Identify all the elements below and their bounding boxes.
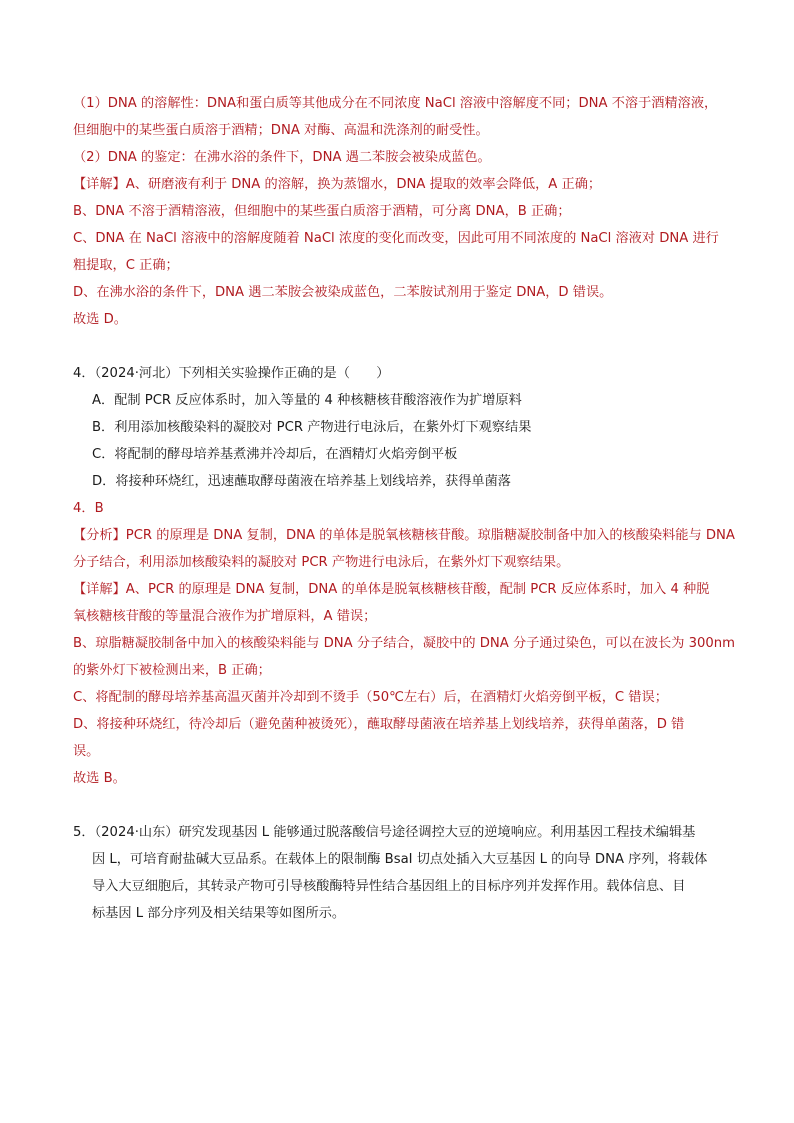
text-segment: B、DNA 不溶于酒精溶液，但细胞中的某些蛋白质溶于酒精，可分离 DNA，B 正确； — [73, 204, 571, 219]
text-segment: C、将配制的酵母培养基高温灭菌并冷却到不烫手（50℃左右）后，在酒精灯火焰旁倒平板，C 错误； — [73, 690, 668, 705]
text-line — [73, 823, 695, 843]
text-segment: 【详解】A、PCR 的原理是 DNA 复制，DNA 的单体是脱氧核糖核苷酸，配制 PCR 反应体系时，加入 4 种脱 — [73, 582, 710, 597]
text-segment: 氧核糖核苷酸的等量混合液作为扩增原料，A 错误； — [73, 609, 377, 624]
text-line — [73, 526, 735, 546]
text-line — [73, 607, 376, 627]
text-segment: D．将接种环烧红，迅速蘸取酵母菌液在培养基上划线培养，获得单菌落 — [92, 474, 511, 489]
text-line — [73, 283, 612, 303]
text-line — [73, 202, 571, 222]
text-line — [73, 148, 491, 168]
text-segment: 故选 B。 — [73, 771, 126, 786]
text-segment: 4．（2024·河北）下列相关实验操作正确的是（ ） — [73, 366, 390, 381]
text-segment: 5．（2024·山东）研究发现基因 L 能够通过脱落酸信号途径调控大豆的逆境响应。利用基因工程技术编辑基 — [73, 825, 696, 840]
text-line — [73, 661, 271, 681]
text-line — [92, 850, 707, 870]
text-line — [92, 904, 345, 924]
text-line — [73, 499, 104, 519]
text-line — [92, 877, 685, 897]
text-segment: B、琼脂糖凝胶制备中加入的核酸染料能与 DNA 分子结合，凝胶中的 DNA 分子通过染色，可以在波长为 300nm — [73, 636, 735, 651]
text-segment: PCR 的原理是 DNA 复制，DNA 的单体是脱氧核糖核苷酸。琼脂糖凝胶制备中加入的核酸染料能与 DNA — [125, 528, 735, 543]
text-segment: 导入大豆细胞后，其转录产物可引导核酸酶特异性结合基因组上的目标序列并发挥作用。载体信息、目 — [92, 879, 686, 894]
text-segment: （2）DNA 的鉴定：在沸水浴的条件下，DNA 遇二苯胺会被染成蓝色。 — [73, 150, 491, 165]
text-segment: 标基因 L 部分序列及相关结果等如图所示。 — [92, 906, 346, 921]
text-line — [73, 580, 709, 600]
text-line — [92, 472, 511, 492]
text-segment: 但细胞中的某些蛋白质溶于酒精；DNA 对酶、高温和洗涤剂的耐受性。 — [73, 123, 489, 138]
text-segment: C．将配制的酵母培养基煮沸并冷却后，在酒精灯火焰旁倒平板 — [92, 447, 458, 462]
text-line — [73, 553, 569, 573]
text-segment: 【分析】 — [73, 528, 126, 543]
text-segment: D、将接种环烧红，待冷却后（避免菌种被烫死），蘸取酵母菌液在培养基上划线培养，获得单菌落，D 错 — [73, 717, 685, 732]
text-segment: 故选 D。 — [73, 312, 127, 327]
text-segment: 的紫外灯下被检测出来，B 正确； — [73, 663, 271, 678]
text-line — [73, 715, 684, 735]
text-segment: （1）DNA 的溶解性：DNA和蛋白质等其他成分在不同浓度 NaCl 溶液中溶解度不同；DNA 不溶于酒精溶液， — [73, 96, 718, 111]
text-segment: B．利用添加核酸染料的凝胶对 PCR 产物进行电泳后，在紫外灯下观察结果 — [92, 420, 532, 435]
text-line — [73, 634, 735, 654]
text-line — [73, 94, 717, 114]
text-segment: 粗提取，C 正确； — [73, 258, 179, 273]
text-line — [92, 391, 522, 411]
text-line — [92, 445, 457, 465]
text-line — [92, 418, 531, 438]
text-line — [73, 256, 179, 276]
text-segment: C、DNA 在 NaCl 溶液中的溶解度随着 NaCl 浓度的变化而改变，因此可用不同浓度的 NaCl 溶液对 DNA 进行 — [73, 231, 719, 246]
text-line — [73, 175, 601, 195]
text-line — [73, 769, 126, 789]
text-line — [73, 742, 99, 762]
text-segment: 误。 — [73, 744, 100, 759]
text-segment: 因 L，可培育耐盐碱大豆品系。在载体上的限制酶 BsaI 切点处插入大豆基因 L 的向导 DNA 序列，将载体 — [92, 852, 708, 867]
text-line — [73, 310, 127, 330]
text-segment: 【详解】A、研磨液有利于 DNA 的溶解，换为蒸馏水，DNA 提取的效率会降低，A 正确； — [73, 177, 602, 192]
text-segment: 分子结合，利用添加核酸染料的凝胶对 PCR 产物进行电泳后，在紫外灯下观察结果。 — [73, 555, 570, 570]
text-line — [73, 121, 489, 141]
text-line — [73, 229, 719, 249]
text-segment: D、在沸水浴的条件下，DNA 遇二苯胺会被染成蓝色，二苯胺试剂用于鉴定 DNA，D 错误。 — [73, 285, 613, 300]
text-line — [73, 688, 668, 708]
text-segment: A．配制 PCR 反应体系时，加入等量的 4 种核糖核苷酸溶液作为扩增原料 — [92, 393, 522, 408]
text-line — [73, 364, 389, 384]
text-segment: 4．B — [73, 501, 104, 516]
